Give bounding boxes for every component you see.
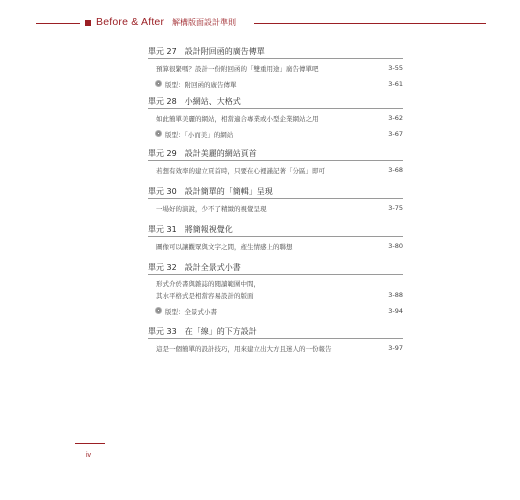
entry-page-number: 3-94 [388,307,403,315]
unit-title: 單元 33 在「線」的下方設計 [148,327,257,336]
unit-title: 單元 30 設計簡單的「簡輯」呈現 [148,187,273,196]
unit-rule [148,338,403,339]
toc-layout-entry [156,80,403,91]
unit-title: 單元 29 設計美麗的網站頁首 [148,149,257,158]
unit-title: 單元 32 設計全景式小書 [148,263,241,272]
entry-page-number: 3-68 [388,166,403,174]
entry-text: 如此簡單美麗的網站，相當適合專業或小型企業網站之用 [156,115,319,123]
unit-title: 單元 27 設計附回函的廣告傳單 [148,47,265,56]
entry-text: 若想有效率的建立頁首時，只要在心裡謹記著「分區」即可 [156,167,325,175]
footer-rule [75,443,105,444]
toc-entry [156,114,403,125]
toc-entry [156,64,403,75]
header-square-icon [85,20,91,26]
disc-icon [155,80,162,87]
unit-rule [148,236,403,237]
toc-entry [156,204,403,215]
entry-text: 一場好的演說，少不了精緻的視覺呈現 [156,205,267,213]
disc-icon [155,307,162,314]
header-rule-left [36,23,80,24]
entry-text: 版型：「小而美」的網站 [165,131,234,139]
book-title: Before & After [96,16,165,28]
entry-page-number: 3-80 [388,242,403,250]
entry-page-number: 3-97 [388,344,403,352]
toc-entry [156,242,403,253]
disc-icon [155,130,162,137]
entry-text: 圖像可以讓觀眾與文字之間，產生情感上的聯想 [156,243,293,251]
unit-rule [148,198,403,199]
entry-page-number: 3-62 [388,114,403,122]
unit-rule [148,274,403,275]
page-header [0,17,520,33]
unit-rule [148,108,403,109]
entry-text: 版型：全景式小書 [165,308,217,316]
toc-layout-entry [156,307,403,318]
toc-entry [156,291,403,302]
unit-title: 單元 31 將簡報視覺化 [148,225,233,234]
book-subtitle: 解構版面設計準則 [172,18,236,27]
toc-entry [156,279,403,290]
header-rule-right [254,23,486,24]
entry-page-number: 3-55 [388,64,403,72]
entry-text: 其水平格式是相當容易設計的版面 [156,292,254,300]
unit-rule [148,58,403,59]
toc-layout-entry [156,130,403,141]
unit-rule [148,160,403,161]
entry-text: 形式介於書與雜誌的閱讀範圍中間， [156,280,260,288]
entry-text: 版型：附回函的廣告傳單 [165,81,237,89]
entry-text: 預算很緊嗎？設計一份附回函的「雙重用途」廣告傳單吧 [156,65,319,73]
page-number: iv [86,452,92,459]
toc-entry [156,344,403,355]
unit-title: 單元 28 小網站、大格式 [148,97,241,106]
toc-entry [156,166,403,177]
entry-text: 這是一個簡單的設計技巧，用來建立出大方且迷人的一份報告 [156,345,332,353]
entry-page-number: 3-67 [388,130,403,138]
entry-page-number: 3-61 [388,80,403,88]
entry-page-number: 3-88 [388,291,403,299]
entry-page-number: 3-75 [388,204,403,212]
